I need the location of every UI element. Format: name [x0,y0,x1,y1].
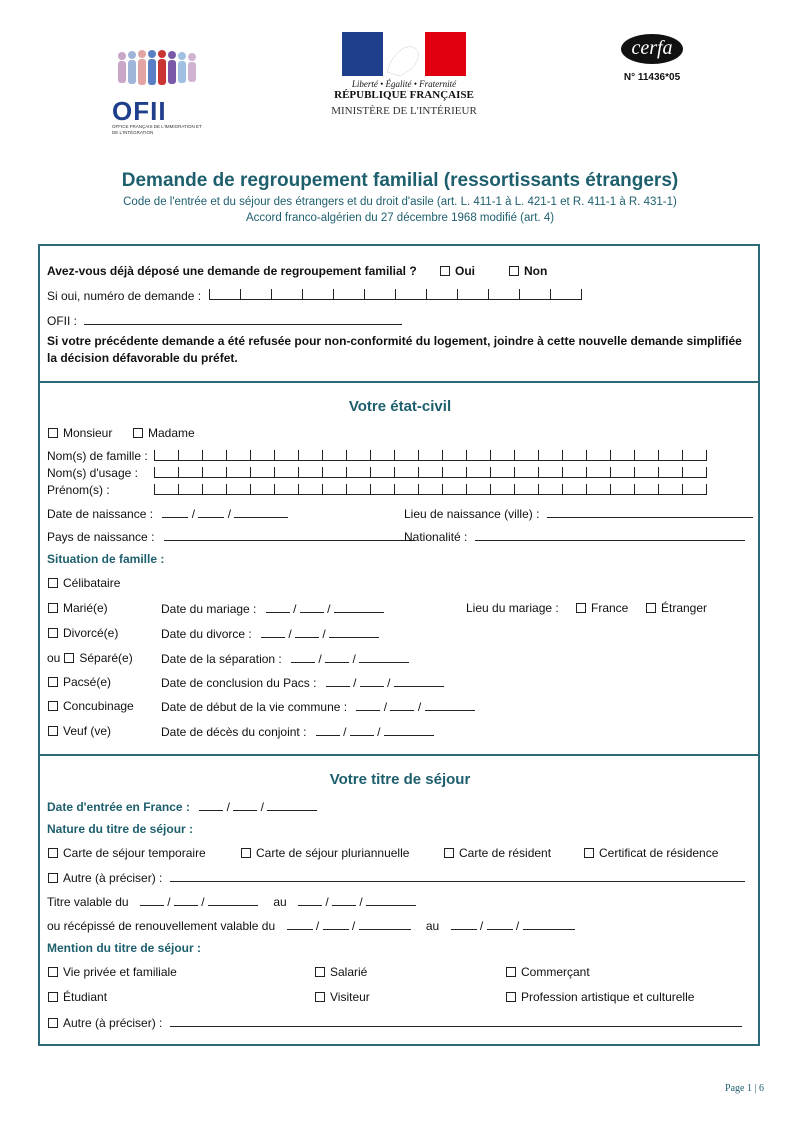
date-vie-commune-month[interactable] [390,699,414,711]
date-separation-month[interactable] [325,651,349,663]
autre-nature-field[interactable] [170,870,745,882]
divorce-option[interactable] [48,626,118,640]
date-pacs-month[interactable] [360,675,384,687]
temp-label: Carte de séjour temporaire [63,846,206,860]
date-naissance-label: Date de naissance : [47,507,154,521]
request-number-label: Si oui, numéro de demande : [47,289,202,303]
recepisse-label: ou récépissé de renouvellement valable du [47,919,276,933]
temp-checkbox[interactable] [48,848,58,858]
page-subtitle-1: Code de l'entrée et du séjour des étrangers et du droit d'asile (art. L. 411-1 à L. 421-1 et R. 411-1 à R. 431-1) [123,196,677,208]
date-naissance-row: Date de naissance : / / [47,506,288,521]
date-pacs-label: Date de conclusion du Pacs : [161,676,317,690]
prenoms-row [47,483,110,497]
valable-to-year[interactable] [366,894,416,906]
situation-heading: Situation de famille : [47,552,165,566]
valable-to-month[interactable] [332,894,356,906]
valable-from-year[interactable] [208,894,258,906]
separe-checkbox[interactable] [64,653,74,663]
valable-from-day[interactable] [140,894,164,906]
divorce-checkbox[interactable] [48,628,58,638]
ofii-row [47,313,402,328]
etudiant-checkbox[interactable] [48,992,58,1002]
visiteur-checkbox[interactable] [315,992,325,1002]
certificat-option[interactable] [584,846,718,860]
pluri-option[interactable] [241,846,409,860]
date-divorce-year[interactable] [329,626,379,638]
pacse-label: Pacsé(e) [63,675,112,689]
page-number: Page 1 | 6 [725,1083,764,1094]
recepisse-row: ou récépissé de renouvellement valable du / / au / / [47,918,575,933]
date-pacs-day[interactable] [326,675,350,687]
date-entree-month[interactable] [233,799,257,811]
resident-checkbox[interactable] [444,848,454,858]
date-entree-day[interactable] [199,799,223,811]
date-naissance-year[interactable] [234,506,288,518]
ofii-label: OFII : [47,314,77,328]
pays-naissance-field[interactable] [164,529,414,541]
madame-option[interactable] [133,426,195,440]
date-separation-day[interactable] [291,651,315,663]
marie-label: Marié(e) [63,601,108,615]
autre-mention-checkbox[interactable] [48,1018,58,1028]
date-vie-commune-day[interactable] [356,699,380,711]
artistique-checkbox[interactable] [506,992,516,1002]
veuf-checkbox[interactable] [48,726,58,736]
separe-option[interactable] [47,651,133,665]
mention-heading: Mention du titre de séjour : [47,941,202,955]
artistique-option[interactable] [506,990,694,1004]
recepisse-to-day[interactable] [451,918,477,930]
republic-logo [318,32,490,132]
autre-mention-row [48,1015,742,1030]
concubinage-checkbox[interactable] [48,701,58,711]
date-mariage-label: Date du mariage : [161,602,257,616]
artistique-label: Profession artistique et culturelle [521,990,695,1004]
veuf-label: Veuf (ve) [63,724,112,738]
pays-naissance-label: Pays de naissance : [47,530,155,544]
pluri-label: Carte de séjour pluriannuelle [256,846,410,860]
page-title: Demande de regroupement familial (ressortissants étrangers) [121,170,679,191]
certificat-checkbox[interactable] [584,848,594,858]
etranger-option[interactable] [646,601,707,615]
section-divider-2 [38,754,760,756]
date-naissance-day[interactable] [162,506,188,518]
date-divorce-label: Date du divorce : [161,627,252,641]
date-vie-commune-row: Date de début de la vie commune : / / [161,699,475,714]
non-label: Non [524,264,548,278]
prior-non-option[interactable] [509,264,547,278]
date-mariage-row: Date du mariage : / / [161,601,384,616]
resident-option[interactable] [444,846,551,860]
marie-checkbox[interactable] [48,603,58,613]
nationalite-field[interactable] [475,529,745,541]
nature-heading: Nature du titre de séjour : [47,822,194,836]
prenoms-field[interactable] [154,484,707,495]
concubinage-label: Concubinage [63,699,134,713]
page-subtitle-2: Accord franco-algérien du 27 décembre 1968 modifié (art. 4) [245,212,555,224]
nationalite-label: Nationalité : [404,530,468,544]
lieu-naissance-label: Lieu de naissance (ville) : [404,507,540,521]
madame-label: Madame [148,426,195,440]
concubinage-option[interactable] [48,699,134,713]
commercant-option[interactable] [506,965,590,979]
separe-label: Séparé(e) [79,651,133,665]
veuf-option[interactable] [48,724,111,738]
autre-mention-field[interactable] [170,1015,742,1027]
valable-row: Titre valable du / / au / / [47,894,416,909]
lieu-naissance-field[interactable] [547,506,753,518]
france-label: France [591,601,629,615]
date-vie-commune-year[interactable] [425,699,475,711]
date-divorce-row: Date du divorce : / / [161,626,379,641]
date-mariage-day[interactable] [266,601,290,613]
lieu-mariage-label: Lieu du mariage : [466,601,559,615]
nom-famille-row [47,449,148,463]
recepisse-from-year[interactable] [359,918,411,930]
request-number-row [47,289,582,303]
cerfa-number: N° 11436*05 [623,72,681,83]
oui-checkbox[interactable] [440,266,450,276]
recepisse-to-month[interactable] [487,918,513,930]
pluri-checkbox[interactable] [241,848,251,858]
etudiant-label: Étudiant [63,990,108,1004]
date-entree-label: Date d'entrée en France : [47,800,190,814]
lieu-mariage-row [466,601,559,615]
monsieur-option[interactable] [48,426,112,440]
prior-note: Si votre précédente demande a été refusée pour non-conformité du logement, joindre à cette nouvelle demande simplifiée la décision défavorable du préfet. [47,334,742,365]
monsieur-label: Monsieur [63,426,113,440]
date-divorce-month[interactable] [295,626,319,638]
autre-mention-label: Autre (à préciser) : [63,1016,163,1030]
pacse-option[interactable] [48,675,111,689]
salarie-option[interactable] [315,965,367,979]
pacse-checkbox[interactable] [48,677,58,687]
marianne-flag-icon [342,32,466,76]
etranger-checkbox[interactable] [646,603,656,613]
oui-label: Oui [455,264,475,278]
prior-oui-option[interactable] [440,264,475,278]
etranger-label: Étranger [661,601,708,615]
date-pacs-year[interactable] [394,675,444,687]
autre-nature-row [48,870,745,885]
pays-naissance-row [47,529,414,544]
date-deces-month[interactable] [350,724,374,736]
date-separation-label: Date de la séparation : [161,652,282,666]
salarie-checkbox[interactable] [315,967,325,977]
nom-usage-row [47,466,138,480]
madame-checkbox[interactable] [133,428,143,438]
cerfa-logo-text: cerfa [631,37,673,59]
request-number-field[interactable] [209,289,582,303]
france-option[interactable] [576,601,628,615]
civil-section-title: Votre état-civil [348,398,452,415]
date-pacs-row: Date de conclusion du Pacs : / / [161,675,444,690]
recepisse-from-month[interactable] [323,918,349,930]
etudiant-option[interactable] [48,990,107,1004]
nom-famille-label: Nom(s) de famille : [47,449,148,463]
recepisse-au-label: au [425,919,440,933]
recepisse-to-year[interactable] [523,918,575,930]
prior-question-row [47,264,417,278]
sejour-section-title: Votre titre de séjour [329,771,471,788]
date-entree-row: Date d'entrée en France : / / [47,799,317,814]
divorce-label: Divorcé(e) [63,626,119,640]
date-mariage-month[interactable] [300,601,324,613]
date-separation-year[interactable] [359,651,409,663]
valable-from-month[interactable] [174,894,198,906]
ofii-logo-text: OFII [112,96,167,126]
date-deces-day[interactable] [316,724,340,736]
valable-au-label: au [273,895,287,909]
date-naissance-month[interactable] [198,506,224,518]
nationalite-row [404,529,745,544]
commercant-checkbox[interactable] [506,967,516,977]
certificat-label: Certificat de résidence [599,846,719,860]
vie-privee-label: Vie privée et familiale [63,965,177,979]
visiteur-label: Visiteur [330,990,370,1004]
vie-privee-checkbox[interactable] [48,967,58,977]
visiteur-option[interactable] [315,990,370,1004]
temp-option[interactable] [48,846,206,860]
cerfa-logo [612,34,692,83]
ministry-name: MINISTÈRE DE L'INTÉRIEUR [331,105,477,117]
nom-famille-field[interactable] [154,450,707,461]
republic-name: RÉPUBLIQUE FRANÇAISE [334,89,474,101]
autre-nature-label: Autre (à préciser) : [63,871,163,885]
republic-motto: Liberté • Égalité • Fraternité [351,79,457,89]
date-deces-year[interactable] [384,724,434,736]
recepisse-from-day[interactable] [287,918,313,930]
france-checkbox[interactable] [576,603,586,613]
prenoms-label: Prénom(s) : [47,483,110,497]
ou-label: ou [47,651,61,665]
vie-privee-option[interactable] [48,965,177,979]
section-divider-1 [38,381,760,383]
celibataire-checkbox[interactable] [48,578,58,588]
date-separation-row: Date de la séparation : / / [161,651,409,666]
ofii-figures-icon [112,48,202,93]
valable-label: Titre valable du [47,895,129,909]
date-vie-commune-label: Date de début de la vie commune : [161,700,348,714]
celibataire-label: Célibataire [63,576,121,590]
prior-question: Avez-vous déjà déposé une demande de regroupement familial ? [47,264,417,278]
lieu-naissance-row [404,506,753,521]
date-divorce-day[interactable] [261,626,285,638]
ofii-field[interactable] [84,313,402,325]
date-deces-row: Date de décès du conjoint : / / [161,724,434,739]
commercant-label: Commerçant [521,965,590,979]
nom-usage-field[interactable] [154,467,707,478]
monsieur-checkbox[interactable] [48,428,58,438]
marie-option[interactable] [48,601,108,615]
ofii-caption: OFFICE FRANÇAIS DE L'IMMIGRATION ET DE L'INTÉGRATION [112,124,202,135]
celibataire-option[interactable] [48,576,120,590]
valable-to-day[interactable] [298,894,322,906]
non-checkbox[interactable] [509,266,519,276]
ofii-logo [112,48,202,133]
salarie-label: Salarié [330,965,368,979]
date-entree-year[interactable] [267,799,317,811]
resident-label: Carte de résident [459,846,552,860]
date-mariage-year[interactable] [334,601,384,613]
autre-nature-checkbox[interactable] [48,873,58,883]
nom-usage-label: Nom(s) d'usage : [47,466,138,480]
date-deces-label: Date de décès du conjoint : [161,725,307,739]
